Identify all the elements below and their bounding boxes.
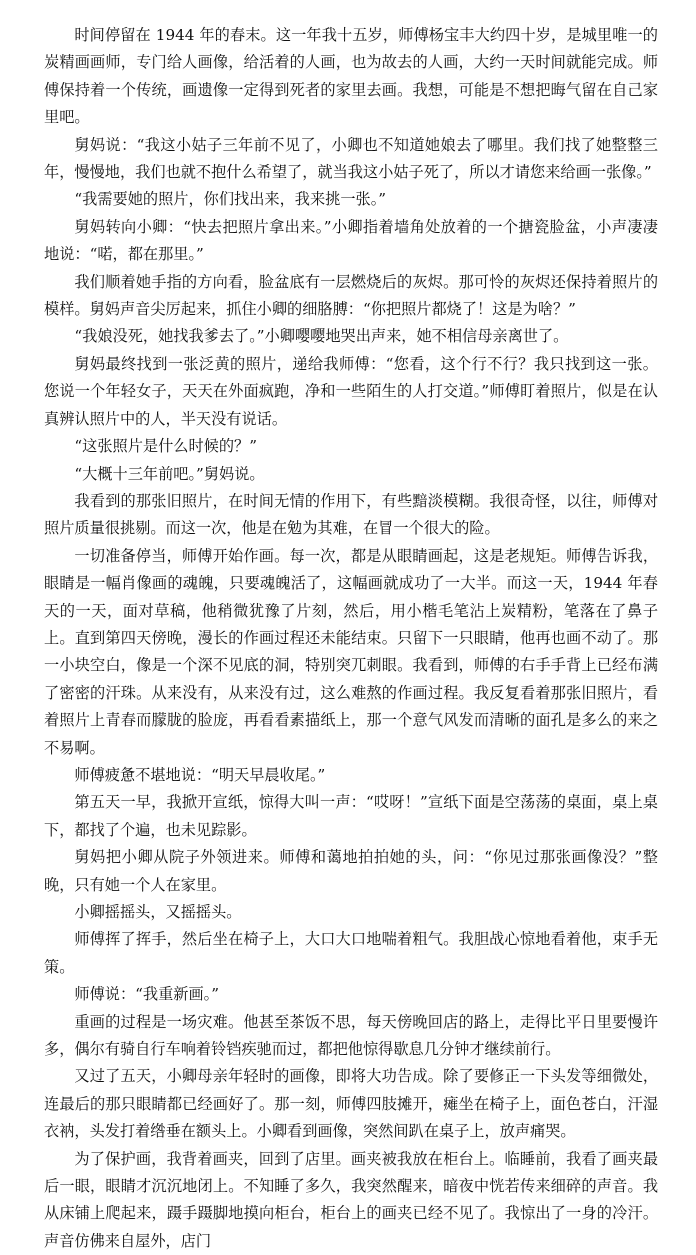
paragraph-4: 舅妈转向小卿：“快去把照片拿出来。”小卿指着墙角处放着的一个搪瓷脸盆，小声凄凄地说：“喏，都在那里。” xyxy=(44,217,658,264)
paragraph-16: 师傅挥了挥手，然后坐在椅子上，大口大口地喘着粗气。我胆战心惊地看着他，束手无策。 xyxy=(44,930,658,976)
paragraph-7: 舅妈最终找到一张泛黄的照片，递给我师傅：“您看，这个行不行？我只找到这一张。您说一个年轻女子，天天在外面疯跑，净和一些陌生的人打交道。”师傅盯着照片，似是在认真辨认照片中的人，半天没有说话。 xyxy=(44,354,658,428)
paragraph-5: 我们顺着她手指的方向看，脸盆底有一层燃烧后的灰烬。那可怜的灰烬还保持着照片的模样。舅妈声音尖厉起来，抓住小卿的细胳膊：“你把照片都烧了！这是为啥？” xyxy=(44,272,658,319)
paragraph-10: 我看到的那张旧照片，在时间无情的作用下，有些黯淡模糊。我很奇怪，以往，师傅对照片质量很挑剔。而这一次，他是在勉为其难，在冒一个很大的险。 xyxy=(44,491,658,538)
paragraph-15: 小卿摇摇头，又摇摇头。 xyxy=(74,903,242,921)
document-page xyxy=(44,22,658,1255)
paragraph-8: “这张照片是什么时候的？” xyxy=(74,437,257,456)
paragraph-6: “我娘没死，她找我爹去了。”小卿嘤嘤地哭出声来，她不相信母亲离世了。 xyxy=(74,327,569,346)
paragraph-11: 一切准备停当，师傅开始作画。每一次，都是从眼睛画起，这是老规矩。师傅告诉我，眼睛是一幅肖像画的魂魄，只要魂魄活了，这幅画就成功了一大半。而这一天，1944 年春天的一天，面对草稿，他稍微犹豫了片刻，然后，用小楷毛笔沾上炭精粉，笔落在了鼻子上。直到第四天傍晚，漫长的作画过程还未能结束。只留下一只眼睛，他再也画不动了。那一小块空白，像是一个深不见底的洞，特别突兀刺眼。我看到，师傅的右手手背上已经布满了密密的汗珠。从来没有，从来没有过，这么难熬的作画过程。我反复看着那张旧照片，看着照片上青春而朦胧的脸庞，再看看素描纸上，那一个意气风发而清晰的面孔是多么的来之不易啊。 xyxy=(44,546,658,757)
paragraph-9: “大概十三年前吧。”舅妈说。 xyxy=(74,464,265,483)
paragraph-19: 又过了五天，小卿母亲年轻时的画像，即将大功告成。除了要修正一下头发等细微处，连最后的那只眼睛都已经画好了。那一刻，师傅四肢摊开，瘫坐在椅子上，面色苍白，汗湿衣衲，头发打着绺垂在额头上。小卿看到画像，突然间趴在桌子上，放声痛哭。 xyxy=(44,1067,658,1141)
paragraph-2: 舅妈说：“我这小姑子三年前不见了，小卿也不知道她娘去了哪里。我们找了她整整三年，慢慢地，我们也就不抱什么希望了，就当我这小姑子死了，所以才请您来给画一张像。” xyxy=(44,135,658,182)
paragraph-14: 舅妈把小卿从院子外领进来。师傅和蔼地拍拍她的头，问：“你见过那张画像没？”整晚，只有她一个人在家里。 xyxy=(44,848,658,894)
paragraph-18: 重画的过程是一场灾难。他甚至茶饭不思，每天傍晚回店的路上，走得比平日里要慢许多，偶尔有骑自行车响着铃铛疾驰而过，都把他惊得歇息几分钟才继续前行。 xyxy=(44,1012,658,1059)
paragraph-3: “我需要她的照片，你们找出来，我来挑一张。” xyxy=(74,190,387,209)
paragraph-1: 时间停留在 1944 年的春末。这一年我十五岁，师傅杨宝丰大约四十岁，是城里唯一的炭精画画师，专门给人画像，给活着的人画，也为故去的人画，大约一天时间就能完成。师傅保持着一个传统，画遗像一定得到死者的家里去画。我想，可能是不想把晦气留在自己家里吧。 xyxy=(44,26,658,127)
paragraph-17: 师傅说：“我重新画。” xyxy=(74,985,220,1004)
paragraph-20: 为了保护画，我背着画夹，回到了店里。画夹被我放在柜台上。临睡前，我看了画夹最后一眼，眼睛才沉沉地闭上。不知睡了多久，我突然醒来，暗夜中恍若传来细碎的声音。我从床铺上爬起来，蹑手蹑脚地摸向柜台，柜台上的画夹已经不见了。我惊出了一身的冷汗。声音仿佛来自屋外，店门 xyxy=(44,1149,658,1250)
paragraph-13: 第五天一早，我掀开宣纸，惊得大叫一声：“哎呀！”宣纸下面是空荡荡的桌面，桌上桌下，都找了个遍，也未见踪影。 xyxy=(44,793,658,839)
paragraph-12: 师傅疲惫不堪地说：“明天早晨收尾。” xyxy=(74,765,326,784)
